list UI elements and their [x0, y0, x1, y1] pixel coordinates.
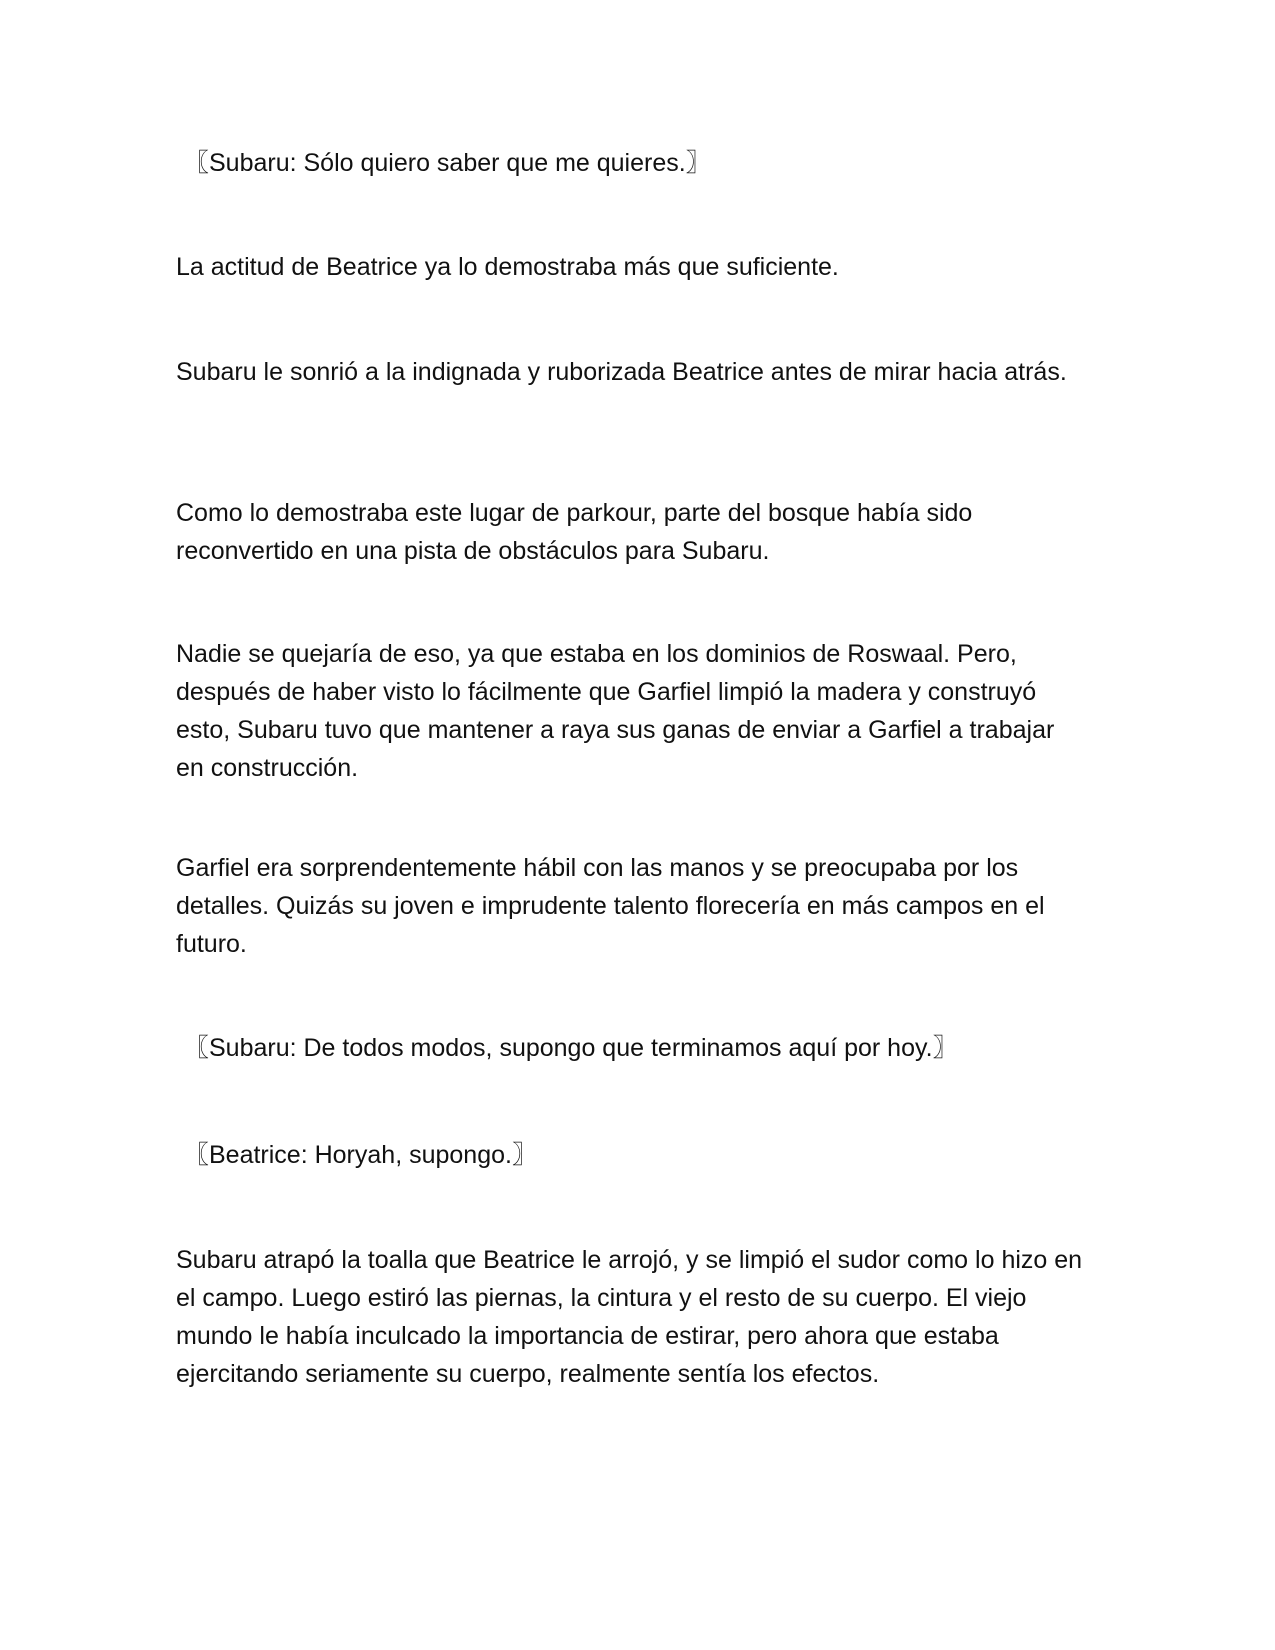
dialogue-subaru-1: 〖Subaru: Sólo quiero saber que me quieres.〗: [184, 149, 711, 177]
paragraph-2: Subaru le sonrió a la indignada y ruborizada Beatrice antes de mirar hacia atrás.: [176, 358, 1067, 386]
paragraph-5: Garfiel era sorprendentemente hábil con las manos y se preocupaba por los detalles. Quizás su joven e imprudente talento florecería en más campos en el futuro.: [176, 854, 1045, 958]
dialogue-beatrice: 〖Beatrice: Horyah, supongo.〗: [184, 1141, 537, 1169]
paragraph-1: La actitud de Beatrice ya lo demostraba más que suficiente.: [176, 253, 839, 281]
paragraph-3: Como lo demostraba este lugar de parkour, parte del bosque había sido reconvertido en una pista de obstáculos para Subaru.: [176, 499, 973, 565]
paragraph-4: Nadie se quejaría de eso, ya que estaba en los dominios de Roswaal. Pero, después de haber visto lo fácilmente que Garfiel limpió la madera y construyó esto, Subaru tuvo que mantener a raya sus ganas de enviar a Garfiel a trabajar en construcción.: [176, 640, 1055, 782]
paragraph-6: Subaru atrapó la toalla que Beatrice le arrojó, y se limpió el sudor como lo hizo en el campo. Luego estiró las piernas, la cintura y el resto de su cuerpo. El viejo mundo le había inculcado la importancia de estirar, pero ahora que estaba ejercitando seriamente su cuerpo, realmente sentía los efectos.: [176, 1246, 1083, 1388]
dialogue-subaru-2: 〖Subaru: De todos modos, supongo que terminamos aquí por hoy.〗: [184, 1034, 958, 1062]
